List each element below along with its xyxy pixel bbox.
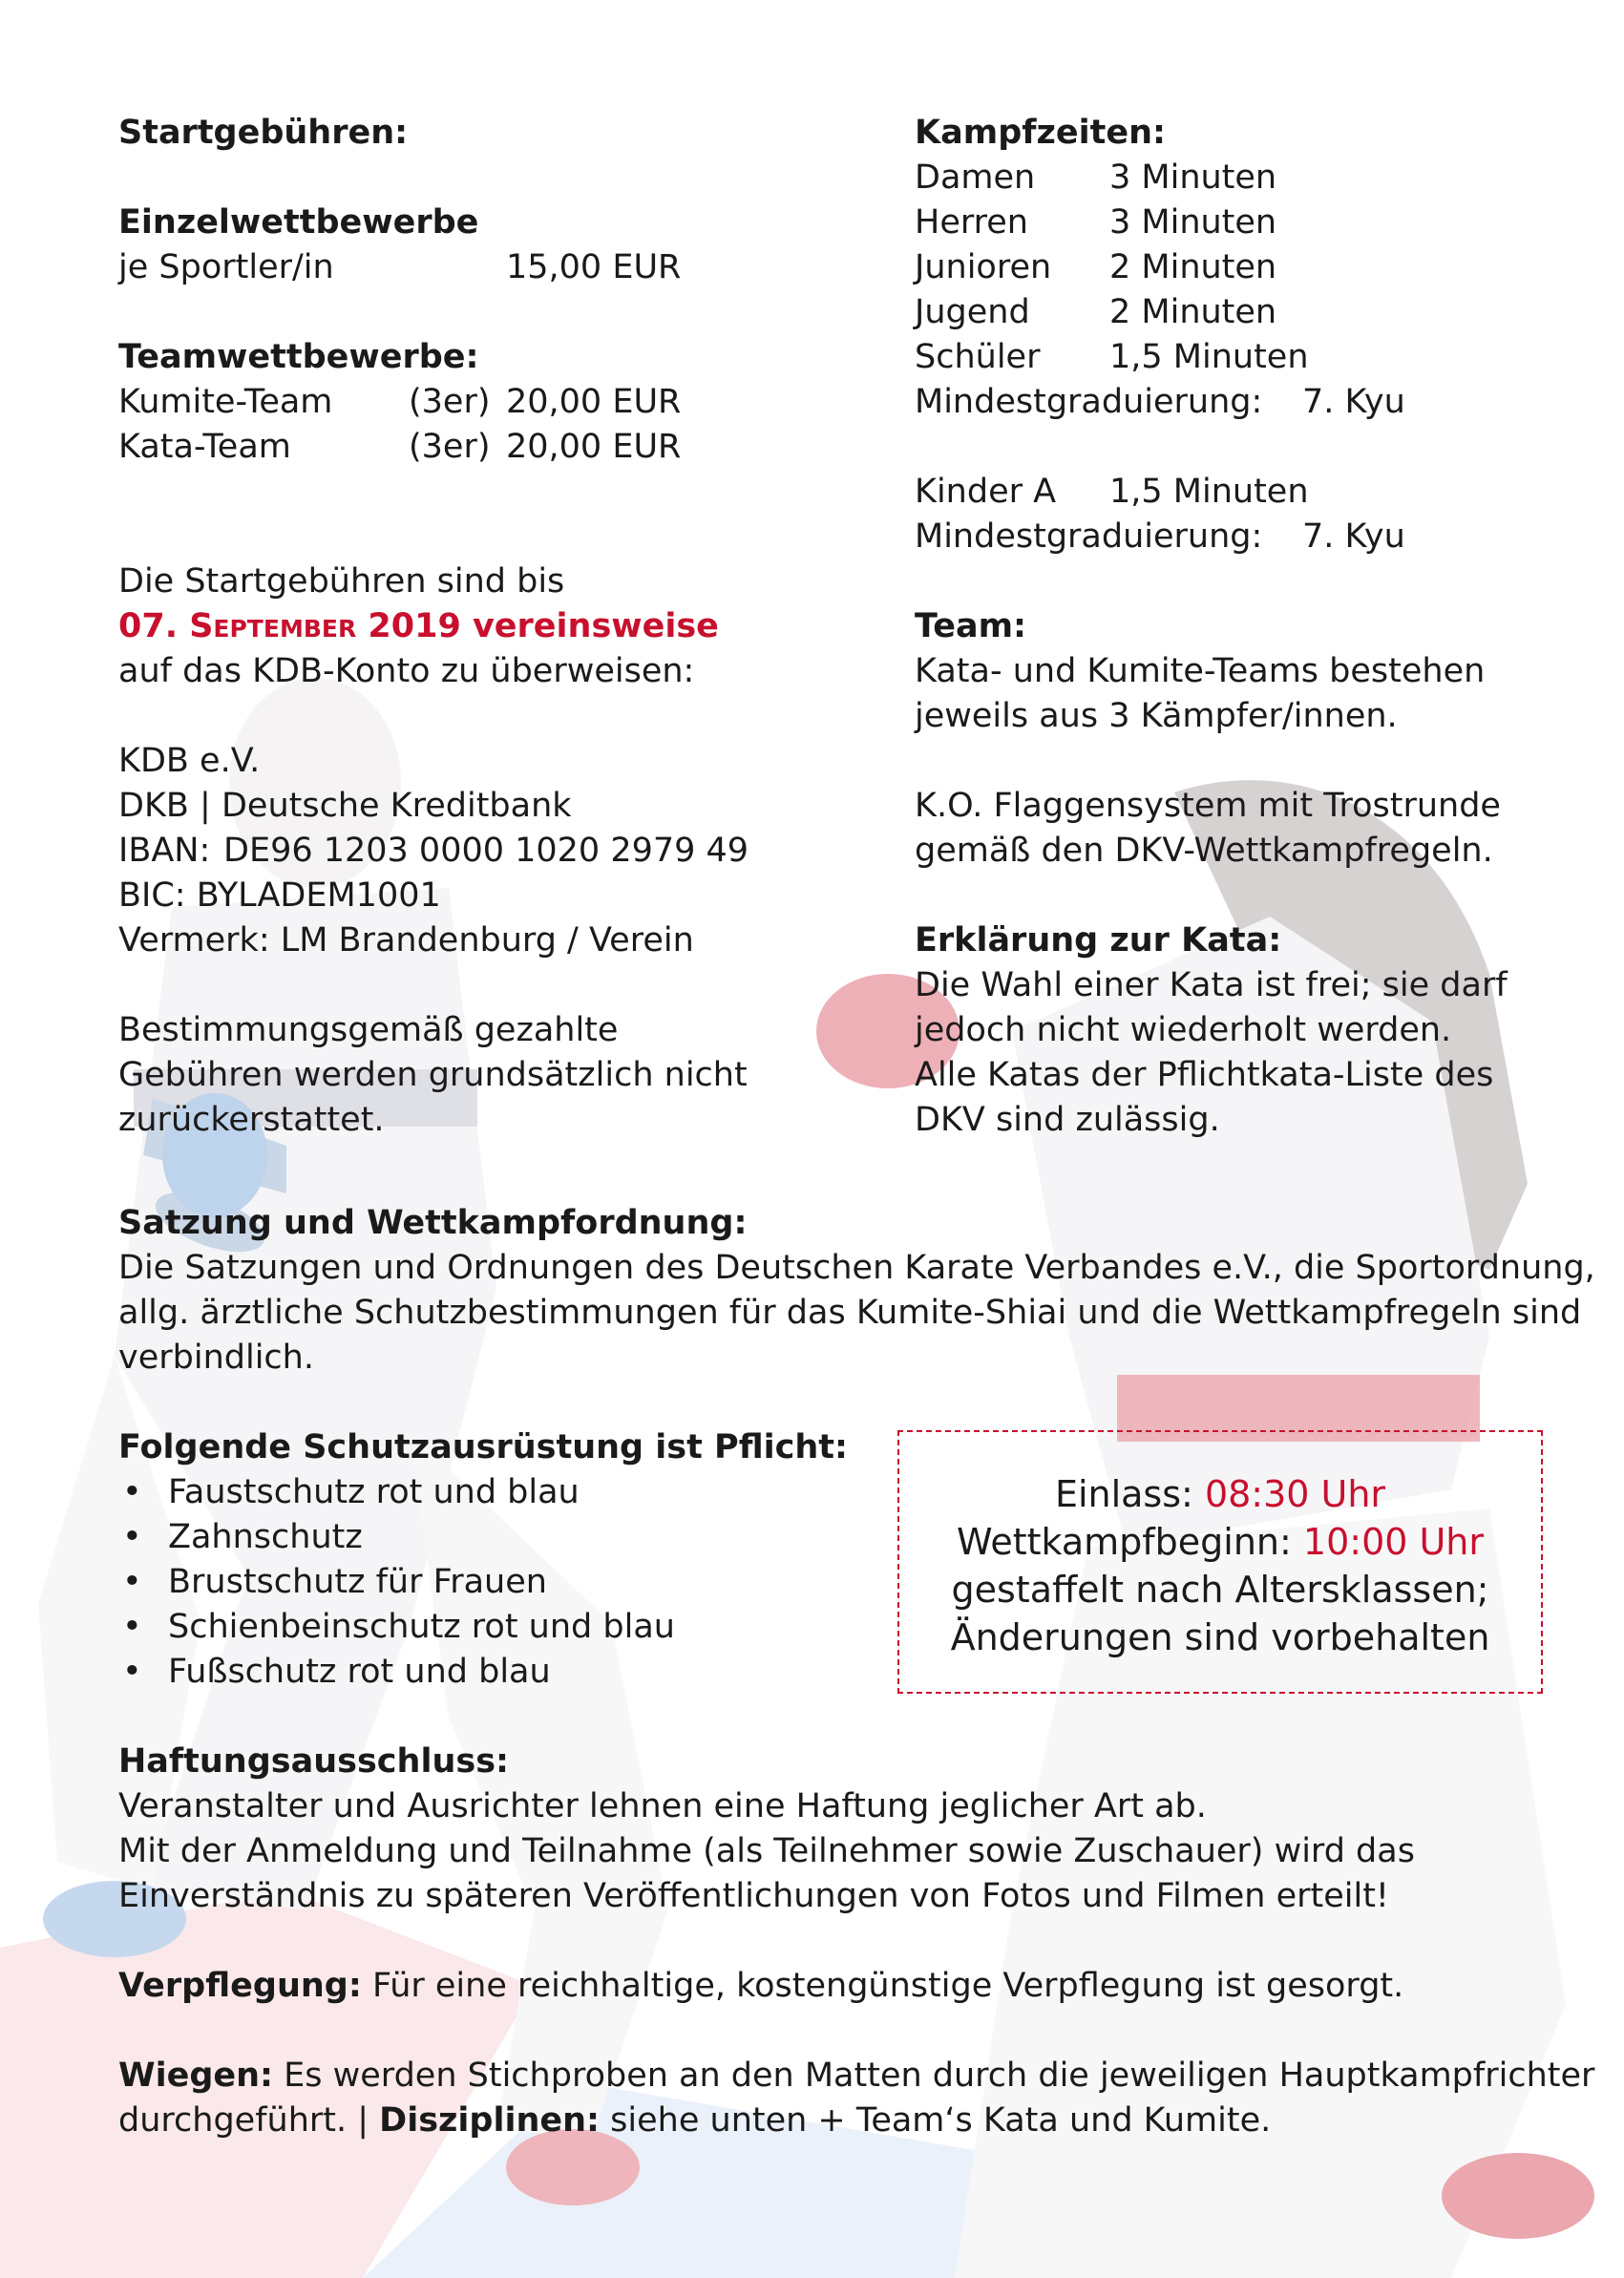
list-item: • Fußschutz rot und blau bbox=[118, 1650, 1531, 1695]
kinder-group: Kinder A bbox=[915, 473, 1057, 511]
iban-value: DE96 1203 0000 1020 2979 49 bbox=[223, 832, 749, 870]
min-grade-label: Mindestgraduierung: bbox=[915, 517, 1263, 556]
wiegen-text2: durchgeführt. | bbox=[118, 2101, 380, 2140]
kata-heading: Erklärung zur Kata: bbox=[915, 921, 1282, 960]
kampfzeit-row bbox=[915, 290, 1602, 335]
deadline-rest: 2019 vereinsweise bbox=[368, 607, 719, 645]
bank-bank: DKB | Deutsche Kreditbank bbox=[118, 787, 572, 825]
min-grade-value: 7. Kyu bbox=[1302, 383, 1405, 421]
iban-label: IBAN: bbox=[118, 832, 211, 870]
kampfzeit-group: Schüler bbox=[915, 338, 1041, 376]
list-item: • Schienbeinschutz rot und blau bbox=[118, 1605, 1531, 1650]
wiegen-label: Wiegen: bbox=[118, 2057, 274, 2095]
kata-line: DKV sind zulässig. bbox=[915, 1101, 1220, 1139]
disziplinen-text: siehe unten + Team‘s Kata und Kumite. bbox=[600, 2101, 1272, 2140]
verpflegung-line bbox=[118, 1964, 1531, 2009]
refund-line: zurückerstattet. bbox=[118, 1101, 385, 1139]
satzung-line: verbindlich. bbox=[118, 1339, 314, 1377]
kampfzeit-group: Jugend bbox=[915, 293, 1030, 331]
team-fee-row bbox=[118, 425, 901, 470]
left-column bbox=[118, 111, 901, 1143]
wiegen-line bbox=[118, 2099, 1531, 2143]
kampfzeiten-heading: Kampfzeiten: bbox=[915, 114, 1166, 152]
kampfzeit-time: 2 Minuten bbox=[1109, 248, 1277, 286]
kampfzeit-group: Damen bbox=[915, 158, 1036, 197]
einlass-row bbox=[899, 1470, 1541, 1518]
min-grade-value: 7. Kyu bbox=[1302, 517, 1405, 556]
team-line: jeweils aus 3 Kämpfer/innen. bbox=[915, 697, 1398, 735]
info-note: Änderungen sind vorbehalten bbox=[950, 1616, 1490, 1658]
deadline-line: auf das KDB-Konto zu überweisen: bbox=[118, 652, 695, 690]
kampfzeit-row bbox=[915, 245, 1602, 290]
satzung-heading: Satzung und Wettkampfordnung: bbox=[118, 1204, 748, 1242]
team-fee-name: Kata-Team bbox=[118, 428, 291, 466]
team-fee-price: 20,00 EUR bbox=[506, 383, 682, 421]
list-item: • Brustschutz für Frauen bbox=[118, 1560, 1531, 1605]
bank-name: KDB e.V. bbox=[118, 742, 261, 780]
kampfzeit-time: 3 Minuten bbox=[1109, 203, 1277, 242]
system-line: K.O. Flaggensystem mit Trostrunde bbox=[915, 787, 1501, 825]
info-note: gestaffelt nach Altersklassen; bbox=[951, 1569, 1489, 1611]
startgebuehren-heading: Startgebühren: bbox=[118, 114, 409, 152]
kampfzeit-row bbox=[915, 156, 1602, 200]
kampfzeit-group: Herren bbox=[915, 203, 1028, 242]
einzel-row bbox=[118, 245, 901, 290]
min-grade-label: Mindestgraduierung: bbox=[915, 383, 1263, 421]
deadline-line: Die Startgebühren sind bis bbox=[118, 562, 565, 601]
list-item: • Faustschutz rot und blau bbox=[118, 1470, 1531, 1515]
kampfzeit-group: Junioren bbox=[915, 248, 1052, 286]
kata-line: Die Wahl einer Kata ist frei; sie darf bbox=[915, 966, 1508, 1004]
haftung-line: Veranstalter und Ausrichter lehnen eine Haftung jeglicher Art ab. bbox=[118, 1787, 1207, 1825]
refund-line: Gebühren werden grundsätzlich nicht bbox=[118, 1056, 748, 1094]
einzel-heading: Einzelwettbewerbe bbox=[118, 203, 479, 242]
disziplinen-label: Disziplinen: bbox=[379, 2101, 601, 2140]
refund-line: Bestimmungsgemäß gezahlte bbox=[118, 1011, 619, 1049]
beginn-label: Wettkampfbeginn: bbox=[956, 1521, 1292, 1563]
einlass-label: Einlass: bbox=[1054, 1473, 1193, 1515]
deadline-date bbox=[118, 604, 901, 649]
kampfzeit-time: 1,5 Minuten bbox=[1109, 338, 1309, 376]
verpflegung-text: Für eine reichhaltige, kostengünstige Verpflegung ist gesorgt. bbox=[371, 1967, 1404, 2005]
kinder-row bbox=[915, 470, 1602, 515]
kata-line: Alle Katas der Pflichtkata-Liste des bbox=[915, 1056, 1494, 1094]
team-fee-size: (3er) bbox=[409, 383, 491, 421]
team-fee-heading: Teamwettbewerbe: bbox=[118, 338, 479, 376]
beginn-time: 10:00 Uhr bbox=[1302, 1521, 1485, 1563]
system-line: gemäß den DKV-Wettkampfregeln. bbox=[915, 832, 1493, 870]
deadline-month: September bbox=[189, 607, 357, 645]
satzung-line: allg. ärztliche Schutzbestimmungen für das Kumite-Shiai und die Wettkampfregeln sind bbox=[118, 1294, 1582, 1332]
iban-row bbox=[118, 829, 901, 874]
kinder-time: 1,5 Minuten bbox=[1109, 473, 1309, 511]
einzel-price: 15,00 EUR bbox=[506, 248, 682, 286]
schutz-heading: Folgende Schutzausrüstung ist Pflicht: bbox=[118, 1428, 849, 1466]
deadline-day: 07. bbox=[118, 607, 179, 645]
team-fee-price: 20,00 EUR bbox=[506, 428, 682, 466]
haftung-line: Mit der Anmeldung und Teilnahme (als Teilnehmer sowie Zuschauer) wird das bbox=[118, 1832, 1415, 1870]
info-box bbox=[897, 1430, 1543, 1694]
wiegen-text: Es werden Stichproben an den Matten durch die jeweiligen Hauptkampfrichter bbox=[273, 2057, 1595, 2095]
vermerk: Vermerk: LM Brandenburg / Verein bbox=[118, 921, 694, 960]
kampfzeit-time: 3 Minuten bbox=[1109, 158, 1277, 197]
team-fee-size: (3er) bbox=[409, 428, 491, 466]
wiegen-line bbox=[118, 2054, 1595, 2099]
team-line: Kata- und Kumite-Teams bestehen bbox=[915, 652, 1486, 690]
right-column bbox=[915, 111, 1602, 1143]
haftung-heading: Haftungsausschluss: bbox=[118, 1742, 510, 1781]
min-grade-row bbox=[915, 515, 1602, 559]
bic: BIC: BYLADEM1001 bbox=[118, 876, 441, 915]
kampfzeit-time: 2 Minuten bbox=[1109, 293, 1277, 331]
min-grade-row bbox=[915, 380, 1602, 425]
kampfzeit-row bbox=[915, 200, 1602, 245]
einzel-label: je Sportler/in bbox=[118, 248, 334, 286]
satzung-line: Die Satzungen und Ordnungen des Deutschen Karate Verbandes e.V., die Sportordnung, bbox=[118, 1249, 1595, 1287]
verpflegung-label: Verpflegung: bbox=[118, 1967, 362, 2005]
haftung-line: Einverständnis zu späteren Veröffentlichungen von Fotos und Filmen erteilt! bbox=[118, 1877, 1389, 1915]
team-fee-name: Kumite-Team bbox=[118, 383, 333, 421]
kata-line: jedoch nicht wiederholt werden. bbox=[915, 1011, 1452, 1049]
team-fee-row bbox=[118, 380, 901, 425]
team-heading: Team: bbox=[915, 607, 1027, 645]
kampfzeit-row bbox=[915, 335, 1602, 380]
list-item: • Zahnschutz bbox=[118, 1515, 1531, 1560]
einlass-time: 08:30 Uhr bbox=[1204, 1473, 1386, 1515]
beginn-row bbox=[899, 1518, 1541, 1566]
